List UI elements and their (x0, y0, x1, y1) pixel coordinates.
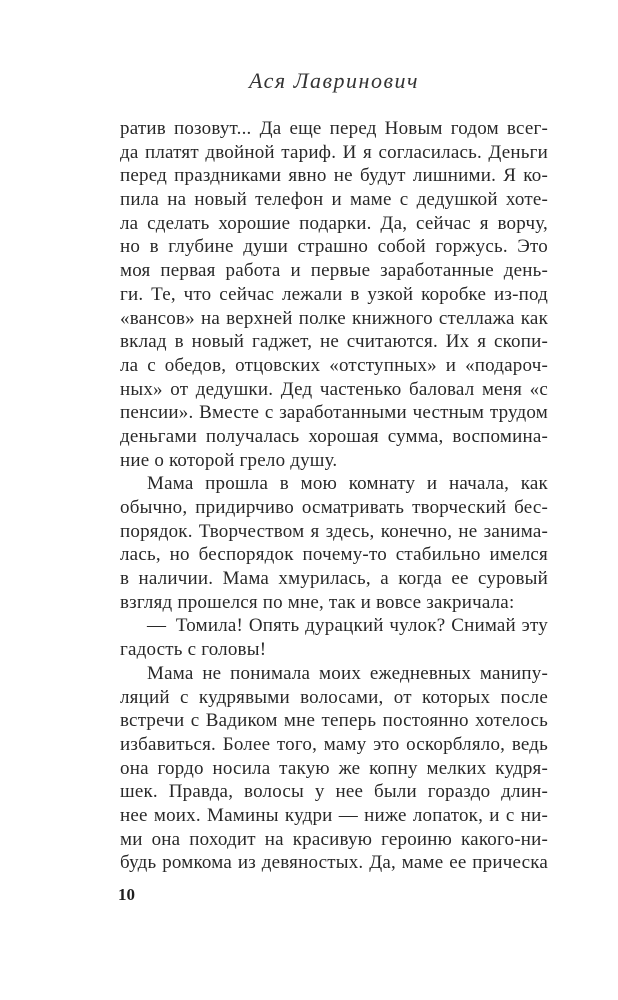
text-line: пила на новый телефон и маме с дедушкой хоте- (120, 189, 548, 211)
text-line: гадость с головы! (120, 639, 267, 661)
text-line: — Томила! Опять дурацкий чулок? Снимай эту (147, 615, 548, 637)
text-line: в наличии. Мама хмурилась, а когда ее суровый (120, 568, 548, 590)
text-line: перед праздниками явно не будут лишними. Я ко- (120, 165, 548, 187)
text-line: ми она походит на красивую героиню какого-ни- (120, 828, 548, 850)
text-line: будь ромкома из девяностых. Да, маме ее прическа (120, 852, 548, 874)
text-line: ла сделать хорошие подарки. Да, сейчас я ворчу, (120, 212, 548, 234)
page-text-block (120, 117, 548, 875)
text-line: ратив позовут... Да еще перед Новым годом всег- (120, 118, 548, 139)
text-line: она гордо носила такую же копну мелких кудря- (120, 757, 548, 779)
text-line: ляций с кудрявыми волосами, от которых после (120, 686, 548, 708)
text-line: «вансов» на верхней полке книжного стеллажа как (120, 307, 548, 329)
text-line: встречи с Вадиком мне теперь постоянно хотелось (120, 710, 548, 732)
text-line: но в глубине души страшно собой горжусь. Это (120, 236, 548, 258)
text-line: пенсии». Вместе с заработанными честным трудом (120, 402, 548, 424)
text-line: шек. Правда, волосы у нее были гораздо длин- (120, 781, 548, 803)
text-line: порядок. Творчеством я здесь, конечно, не занима- (120, 520, 548, 542)
text-line: лась, но беспорядок почему-то стабильно имелся (120, 544, 548, 566)
text-line: моя первая работа и первые заработанные день- (120, 260, 548, 282)
text-line: ги. Те, что сейчас лежали в узкой коробке из-под (120, 283, 548, 305)
text-line: взгляд прошелся по мне, так и вовсе закричала: (120, 591, 515, 613)
running-header: Ася Лавринович (248, 68, 419, 93)
text-line: избавиться. Более того, маму это оскорбляло, ведь (120, 733, 548, 755)
text-line: да платят двойной тариф. И я согласилась. Деньги (120, 141, 548, 163)
text-line: ние о которой грело душу. (120, 449, 338, 471)
text-line: вклад в новый гаджет, не считаются. Их я скопи- (120, 331, 548, 353)
text-line: Мама не понимала моих ежедневных манипу- (147, 662, 548, 684)
text-line: ла с обедов, отцовских «отступных» и «подароч- (120, 354, 548, 376)
text-line: обычно, придирчиво осматривать творческий бес- (120, 497, 548, 518)
text-line: нее моих. Мамины кудри — ниже лопаток, и с ни- (120, 804, 548, 826)
text-line: деньгами получалась хорошая сумма, воспомина- (120, 425, 548, 447)
text-line: ных» от дедушки. Дед частенько баловал меня «с (120, 378, 548, 400)
text-line: Мама прошла в мою комнату и начала, как (147, 473, 548, 495)
page-number: 10 (118, 885, 135, 904)
